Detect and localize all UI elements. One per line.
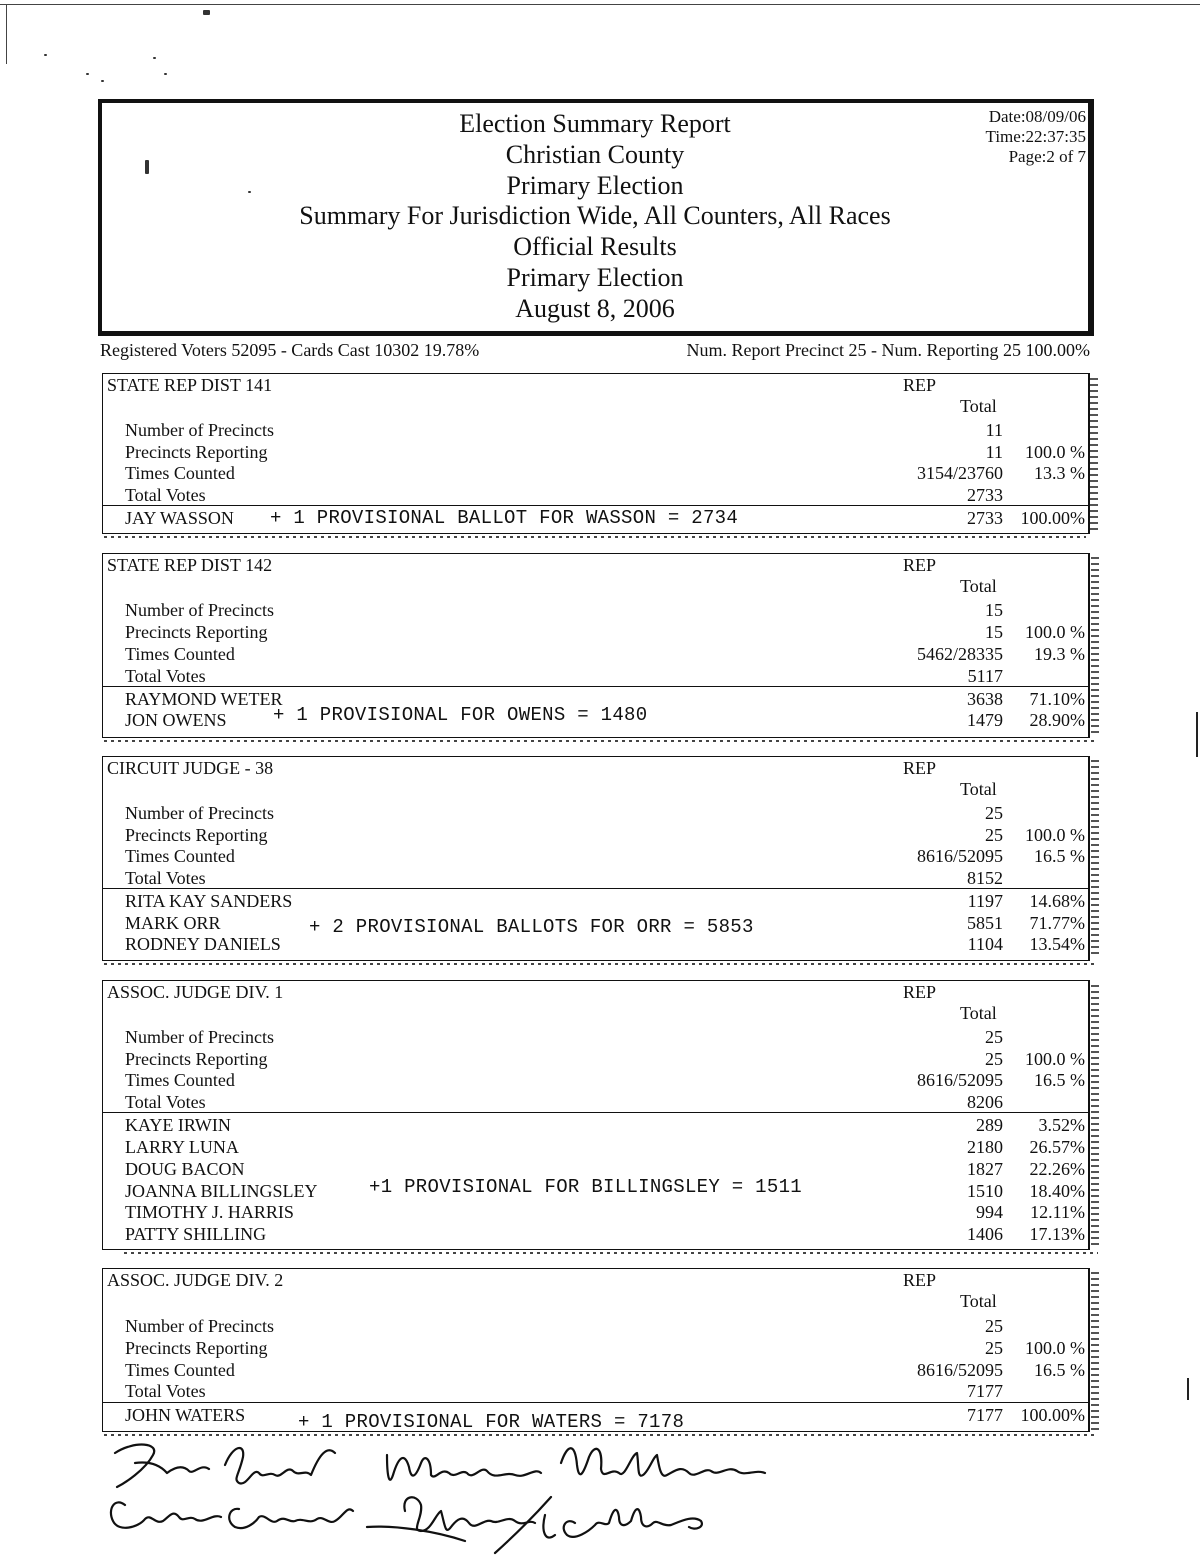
candidate-row: [103, 890, 1088, 912]
stat-row: [103, 441, 1088, 463]
stat-value: 5462/28335: [916, 644, 1003, 664]
race-title: ASSOC. JUDGE DIV. 1: [107, 982, 284, 1002]
stat-value: 25: [985, 803, 1003, 823]
stat-value: 8616/52095: [916, 1070, 1003, 1090]
report-meta: [986, 107, 1086, 167]
stat-row: [103, 621, 1088, 643]
total-column-header: Total: [960, 576, 997, 596]
candidate-percent: 13.54%: [1029, 934, 1085, 954]
candidate-name: JON OWENS: [125, 710, 227, 730]
page-left-edge: [6, 4, 7, 64]
election-date: August 8, 2006: [515, 293, 675, 323]
candidate-name: DOUG BACON: [125, 1159, 245, 1179]
page-number: Page:2 of 7: [1008, 147, 1086, 166]
report-title: Election Summary Report: [459, 109, 731, 138]
scan-artifact-line: [104, 740, 1098, 742]
stat-percent: 100.0 %: [1025, 442, 1085, 462]
stat-label: Number of Precincts: [125, 1027, 274, 1047]
stat-label: Total Votes: [125, 1092, 206, 1112]
summary-scope: Summary For Jurisdiction Wide, All Counters, All Races: [299, 201, 891, 231]
candidate-divider: [103, 1112, 1088, 1113]
candidate-votes: 5851: [967, 913, 1003, 933]
candidate-percent: 22.26%: [1029, 1159, 1085, 1179]
stat-percent: 16.5 %: [1034, 1070, 1085, 1090]
stat-value: 8206: [967, 1092, 1003, 1112]
stat-row: [103, 802, 1088, 824]
election-type: Primary Election: [506, 262, 684, 292]
party-label: REP: [903, 758, 937, 778]
candidate-percent: 71.77%: [1029, 913, 1085, 933]
candidate-percent: 17.13%: [1029, 1224, 1085, 1244]
candidate-row: [103, 1114, 1088, 1136]
stat-value: 25: [985, 1338, 1003, 1358]
stat-row: [103, 1026, 1088, 1048]
total-column-header: Total: [960, 396, 997, 416]
header-title-block: [102, 109, 1088, 325]
stat-value: 5117: [967, 666, 1003, 686]
stat-row: [103, 419, 1088, 441]
total-column-header: Total: [960, 1291, 997, 1311]
scan-speck: [153, 57, 156, 59]
total-column-header: Total: [960, 1003, 997, 1023]
stat-row: [103, 1315, 1088, 1337]
stat-value: 25: [985, 1027, 1003, 1047]
total-column-header: Total: [960, 779, 997, 799]
stat-row: [103, 643, 1088, 665]
candidate-percent: 26.57%: [1029, 1137, 1085, 1157]
provisional-note: + 1 PROVISIONAL BALLOT FOR WASSON = 2734: [270, 507, 739, 529]
candidate-divider: [103, 505, 1088, 506]
registered-voters-summary: Registered Voters 52095 - Cards Cast 10302 19.78%: [100, 340, 480, 360]
candidate-name: RITA KAY SANDERS: [125, 891, 293, 911]
race-title: STATE REP DIST 141: [107, 375, 273, 395]
report-time: Time:22:37:35: [985, 127, 1086, 146]
stat-value: 8616/52095: [916, 846, 1003, 866]
stat-label: Times Counted: [125, 846, 235, 866]
stat-label: Total Votes: [125, 1381, 206, 1401]
stat-value: 25: [985, 825, 1003, 845]
scan-edge-ticks: [1090, 378, 1098, 534]
candidate-percent: 100.00%: [1020, 1405, 1085, 1425]
stat-percent: 16.5 %: [1034, 1360, 1085, 1380]
provisional-note: +1 PROVISIONAL FOR BILLINGSLEY = 1511: [369, 1176, 802, 1198]
scan-edge-ticks: [1091, 985, 1099, 1247]
stat-label: Precincts Reporting: [125, 1049, 268, 1069]
signature-stroke: [225, 1448, 335, 1484]
race-box: [102, 373, 1090, 534]
stat-value: 11: [985, 420, 1003, 440]
stat-label: Precincts Reporting: [125, 825, 268, 845]
stat-row: [103, 599, 1088, 621]
candidate-percent: 100.00%: [1020, 508, 1085, 528]
stat-label: Number of Precincts: [125, 803, 274, 823]
race-box: [102, 980, 1090, 1250]
signature-stroke: [111, 1502, 221, 1527]
stat-value: 7177: [967, 1381, 1003, 1401]
stat-label: Total Votes: [125, 485, 206, 505]
scan-artifact-line: [104, 536, 1086, 538]
stat-percent: 100.0 %: [1025, 1049, 1085, 1069]
candidate-percent: 18.40%: [1029, 1181, 1085, 1201]
scan-edge-ticks: [1091, 557, 1099, 737]
party-label: REP: [903, 375, 937, 395]
stat-row: [103, 1069, 1088, 1091]
candidate-votes: 1197: [967, 891, 1003, 911]
stat-value: 25: [985, 1316, 1003, 1336]
candidate-name: KAYE IRWIN: [125, 1115, 231, 1135]
stat-row: [103, 665, 1088, 687]
stat-value: 3154/23760: [916, 463, 1003, 483]
stat-row: [103, 824, 1088, 846]
stat-label: Times Counted: [125, 463, 235, 483]
candidate-name: RODNEY DANIELS: [125, 934, 281, 954]
candidate-row: [103, 1201, 1088, 1223]
candidate-name: PATTY SHILLING: [125, 1224, 267, 1244]
candidate-votes: 7177: [967, 1405, 1003, 1425]
scan-artifact-line: [124, 1252, 1098, 1254]
results-status: Official Results: [513, 232, 677, 262]
candidate-percent: 14.68%: [1029, 891, 1085, 911]
scan-speck: [86, 73, 89, 75]
signature-stroke: [115, 1445, 209, 1487]
stat-value: 15: [985, 622, 1003, 642]
candidate-name: TIMOTHY J. HARRIS: [125, 1202, 294, 1222]
race-title: ASSOC. JUDGE DIV. 2: [107, 1270, 284, 1290]
candidate-votes: 1510: [967, 1181, 1003, 1201]
candidate-row: [103, 1223, 1088, 1245]
signature-stroke: [229, 1509, 353, 1528]
precinct-reporting-summary: Num. Report Precinct 25 - Num. Reporting 25 100.00%: [686, 340, 1090, 360]
stat-percent: 13.3 %: [1034, 463, 1085, 483]
stat-percent: 19.3 %: [1034, 644, 1085, 664]
stat-value: 8616/52095: [916, 1360, 1003, 1380]
stat-row: [103, 1091, 1088, 1113]
candidate-name: JOANNA BILLINGSLEY: [125, 1181, 318, 1201]
scan-edge-ticks: [1091, 760, 1099, 958]
candidate-votes: 1406: [967, 1224, 1003, 1244]
scan-speck: [164, 73, 167, 75]
stat-row: [103, 484, 1088, 506]
candidate-name: LARRY LUNA: [125, 1137, 239, 1157]
signature-stroke: [367, 1497, 535, 1541]
stat-row: [103, 1359, 1088, 1381]
race-title: STATE REP DIST 142: [107, 555, 273, 575]
stat-label: Precincts Reporting: [125, 442, 268, 462]
candidate-votes: 1827: [967, 1159, 1003, 1179]
candidate-percent: 12.11%: [1030, 1202, 1085, 1222]
party-label: REP: [903, 1270, 937, 1290]
scan-speck: [203, 10, 210, 15]
candidate-votes: 994: [976, 1202, 1003, 1222]
signature-stroke: [543, 1509, 701, 1537]
party-label: REP: [903, 555, 937, 575]
race-title: CIRCUIT JUDGE - 38: [107, 758, 274, 778]
party-label: REP: [903, 982, 937, 1002]
margin-mark: [1196, 712, 1198, 757]
candidate-votes: 1104: [967, 934, 1003, 954]
stat-percent: 100.0 %: [1025, 622, 1085, 642]
candidate-divider: [103, 1402, 1088, 1403]
candidate-votes: 1479: [967, 710, 1003, 730]
candidate-divider: [103, 686, 1088, 687]
stat-percent: 16.5 %: [1034, 846, 1085, 866]
stat-label: Number of Precincts: [125, 420, 274, 440]
candidate-name: JAY WASSON: [125, 508, 234, 528]
candidate-votes: 2733: [967, 508, 1003, 528]
scan-artifact-line: [104, 963, 1098, 965]
candidate-row: [103, 1136, 1088, 1158]
scan-speck: [44, 54, 47, 56]
race-box: [102, 553, 1090, 738]
report-header: [98, 99, 1094, 336]
stat-label: Times Counted: [125, 644, 235, 664]
stat-label: Total Votes: [125, 666, 206, 686]
stat-label: Number of Precincts: [125, 1316, 274, 1336]
stat-label: Number of Precincts: [125, 600, 274, 620]
race-box: [102, 756, 1090, 961]
candidate-percent: 3.52%: [1038, 1115, 1085, 1135]
margin-mark: [1187, 1378, 1189, 1400]
provisional-note: + 1 PROVISIONAL FOR OWENS = 1480: [273, 704, 648, 726]
provisional-note: + 2 PROVISIONAL BALLOTS FOR ORR = 5853: [309, 916, 754, 938]
stat-value: 2733: [967, 485, 1003, 505]
stat-value: 11: [985, 442, 1003, 462]
county-name: Christian County: [505, 139, 685, 169]
stat-value: 8152: [967, 868, 1003, 888]
candidate-votes: 3638: [967, 689, 1003, 709]
stat-row: [103, 462, 1088, 484]
stat-percent: 100.0 %: [1025, 825, 1085, 845]
stat-label: Times Counted: [125, 1360, 235, 1380]
candidate-votes: 2180: [967, 1137, 1003, 1157]
stat-label: Times Counted: [125, 1070, 235, 1090]
scan-speck: [101, 80, 104, 82]
candidate-name: RAYMOND WETER: [125, 689, 283, 709]
candidate-name: JOHN WATERS: [125, 1405, 246, 1425]
scan-edge-ticks: [1091, 1272, 1099, 1430]
stat-row: [103, 845, 1088, 867]
stat-label: Precincts Reporting: [125, 622, 268, 642]
candidate-percent: 71.10%: [1029, 689, 1085, 709]
stat-row: [103, 1048, 1088, 1070]
signatures-image: [105, 1435, 805, 1565]
page-top-edge: [0, 4, 1200, 5]
signature-stroke: [387, 1455, 541, 1480]
report-date: Date:08/09/06: [988, 107, 1086, 126]
candidate-name: MARK ORR: [125, 913, 221, 933]
candidate-votes: 289: [976, 1115, 1003, 1135]
signature-stroke: [561, 1448, 765, 1476]
stat-row: [103, 1337, 1088, 1359]
stat-row: [103, 1380, 1088, 1402]
stat-label: Precincts Reporting: [125, 1338, 268, 1358]
provisional-note: + 1 PROVISIONAL FOR WATERS = 7178: [298, 1411, 685, 1433]
stat-row: [103, 867, 1088, 889]
stat-value: 25: [985, 1049, 1003, 1069]
stat-label: Total Votes: [125, 868, 206, 888]
race-box: [102, 1268, 1090, 1432]
stat-value: 15: [985, 600, 1003, 620]
candidate-divider: [103, 888, 1088, 889]
stat-percent: 100.0 %: [1025, 1338, 1085, 1358]
election-name: Primary Election: [506, 170, 684, 200]
candidate-percent: 28.90%: [1029, 710, 1085, 730]
